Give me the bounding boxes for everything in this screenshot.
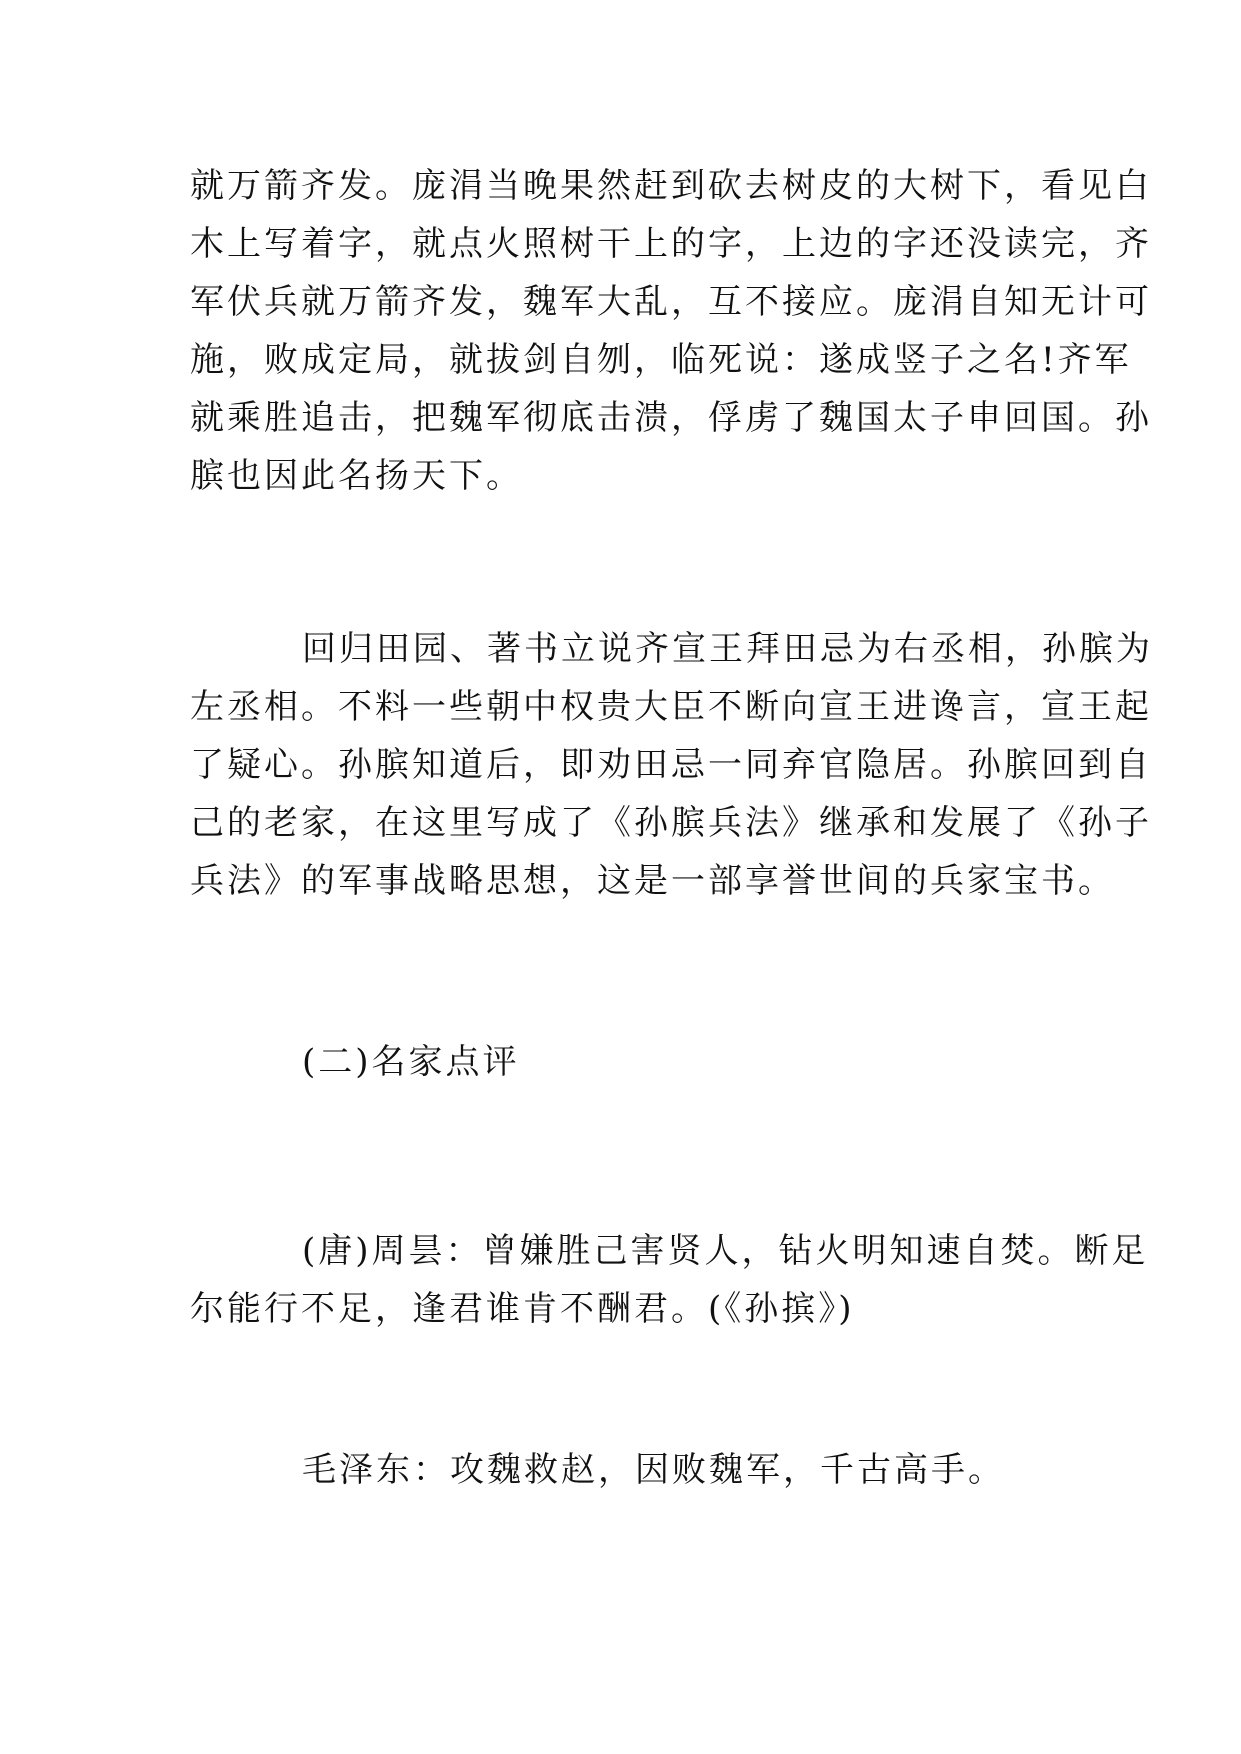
text-line: 就万箭齐发。庞涓当晚果然赶到砍去树皮的大树下，看见白 <box>190 166 1152 206</box>
text-line: 兵法》的军事战略思想，这是一部享誉世间的兵家宝书。 <box>190 861 1115 901</box>
text-line: 施，败成定局，就拔剑自刎，临死说：遂成竖子之名!齐军 <box>190 340 1132 380</box>
text-line: 回归田园、著书立说齐宣王拜田忌为右丞相，孙膑为 <box>302 629 1153 669</box>
section-heading: (二)名家点评 <box>302 1042 520 1082</box>
text-line: 就乘胜追击，把魏军彻底击溃，俘虏了魏国太子申回国。孙 <box>190 398 1152 438</box>
paragraph-battle-outcome <box>190 157 1152 505</box>
text-line: 军伏兵就万箭齐发，魏军大乱，互不接应。庞涓自知无计可 <box>190 282 1152 322</box>
text-line: 了疑心。孙膑知道后，即劝田忌一同弃官隐居。孙膑回到自 <box>190 745 1152 785</box>
paragraph-retirement-and-writing <box>190 620 1153 910</box>
paragraph-tang-commentary <box>190 1222 1149 1338</box>
text-line: 左丞相。不料一些朝中权贵大臣不断向宣王进谗言，宣王起 <box>190 687 1152 727</box>
text-line: 木上写着字，就点火照树干上的字，上边的字还没读完，齐 <box>190 224 1152 264</box>
paragraph-mao-commentary: 毛泽东：攻魏救赵，因败魏军，千古高手。 <box>302 1450 1005 1490</box>
text-line: 膑也因此名扬天下。 <box>190 456 523 496</box>
text-line: 尔能行不足，逢君谁肯不酬君。(《孙摈》) <box>190 1289 855 1329</box>
text-line: 己的老家，在这里写成了《孙膑兵法》继承和发展了《孙子 <box>190 803 1152 843</box>
text-line: (唐)周昙：曾嫌胜己害贤人，钻火明知速自焚。断足 <box>302 1231 1149 1271</box>
